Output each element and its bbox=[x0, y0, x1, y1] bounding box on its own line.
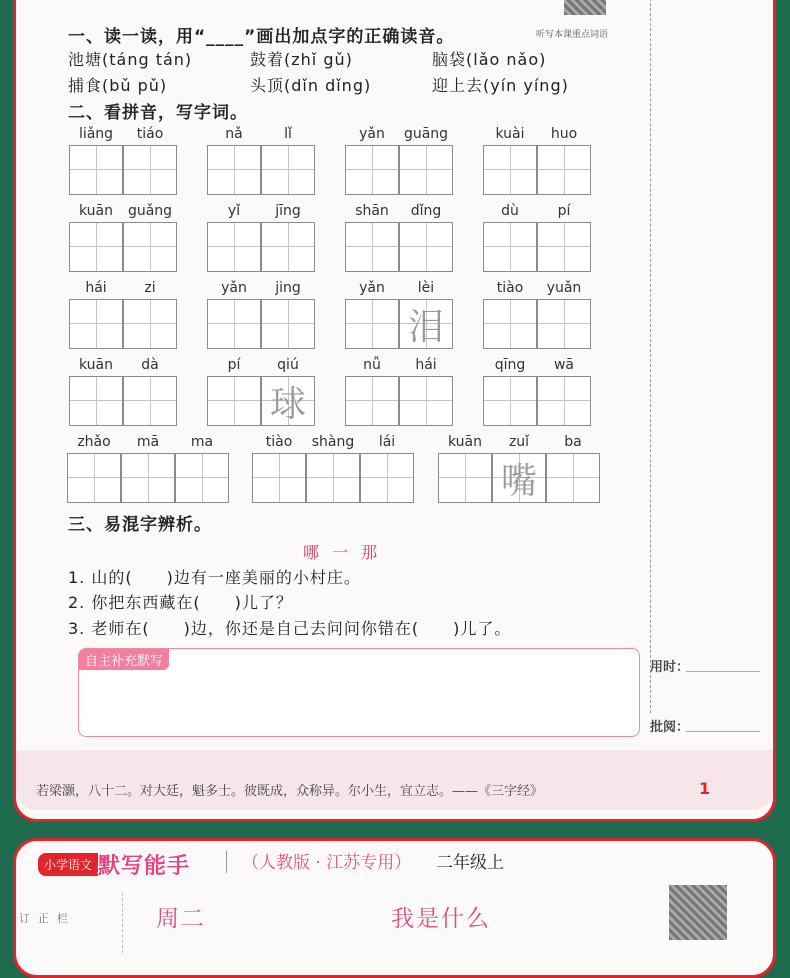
writing-box[interactable] bbox=[69, 145, 123, 195]
pinyin-label: jing bbox=[275, 280, 301, 296]
writing-box[interactable] bbox=[252, 453, 306, 503]
margin-divider bbox=[122, 893, 123, 953]
writing-box[interactable] bbox=[483, 376, 537, 426]
writing-box[interactable] bbox=[175, 453, 229, 503]
writing-box[interactable] bbox=[438, 453, 492, 503]
brand-small-text: 小学语文 bbox=[38, 853, 98, 876]
pinyin-label: shān bbox=[355, 203, 389, 219]
pinyin-label: lèi bbox=[417, 280, 435, 296]
writing-box[interactable] bbox=[207, 299, 261, 349]
reading-item: 捕食(bǔ pǔ) bbox=[68, 76, 168, 95]
pinyin-label: guǎng bbox=[127, 203, 173, 219]
writing-box[interactable] bbox=[345, 222, 399, 272]
pinyin-label: jīng bbox=[275, 203, 301, 219]
qr-code-icon bbox=[564, 0, 606, 15]
pinyin-label: lǐ bbox=[284, 126, 292, 142]
writing-box[interactable] bbox=[360, 453, 414, 503]
time-label: 用时： bbox=[650, 660, 690, 675]
brand-logo bbox=[38, 849, 190, 880]
writing-box[interactable] bbox=[306, 453, 360, 503]
writing-box[interactable] bbox=[261, 145, 315, 195]
writing-box[interactable] bbox=[399, 145, 453, 195]
reading-item: 脑袋(lǎo nǎo) bbox=[432, 50, 547, 69]
writing-box[interactable] bbox=[483, 222, 537, 272]
pinyin-label: kuān bbox=[447, 434, 483, 450]
writing-box[interactable] bbox=[483, 299, 537, 349]
reading-item: 头顶(dǐn dǐng) bbox=[250, 76, 372, 95]
pinyin-label: shàng bbox=[311, 434, 355, 450]
pinyin-label: huo bbox=[550, 126, 578, 142]
brand-divider bbox=[226, 851, 227, 873]
lesson-title: 我是什么 bbox=[391, 906, 491, 932]
supplement-label: 自主补充默写 bbox=[79, 649, 169, 670]
traced-character: 嘴 bbox=[500, 460, 537, 502]
grade-label: 二年级上 bbox=[436, 853, 504, 873]
pinyin-label: qiú bbox=[277, 357, 299, 373]
pinyin-label: tiào bbox=[265, 434, 293, 450]
brand-big-text: 默写能手 bbox=[98, 854, 191, 879]
time-line[interactable] bbox=[686, 671, 760, 672]
writing-box[interactable] bbox=[123, 299, 177, 349]
writing-box[interactable] bbox=[492, 453, 546, 503]
pinyin-label: kuān bbox=[78, 203, 114, 219]
pinyin-label: hái bbox=[85, 280, 107, 296]
worksheet-page-1 bbox=[13, 0, 776, 822]
pinyin-label: yuǎn bbox=[546, 280, 582, 296]
pinyin-label: qīng bbox=[494, 357, 526, 373]
writing-box[interactable] bbox=[399, 376, 453, 426]
writing-box[interactable] bbox=[261, 299, 315, 349]
writing-box[interactable] bbox=[261, 376, 315, 426]
traced-character: 球 bbox=[269, 383, 306, 425]
pinyin-label: nǚ bbox=[363, 357, 381, 373]
pinyin-label: nǎ bbox=[225, 126, 243, 142]
sentence-item: 1. 山的( )边有一座美丽的小村庄。 bbox=[68, 568, 361, 587]
writing-box[interactable] bbox=[537, 145, 591, 195]
pinyin-label: zuǐ bbox=[508, 434, 530, 450]
pinyin-label: yǎn bbox=[359, 126, 385, 142]
writing-box[interactable] bbox=[345, 299, 399, 349]
writing-box[interactable] bbox=[121, 453, 175, 503]
writing-box[interactable] bbox=[67, 453, 121, 503]
writing-box[interactable] bbox=[261, 222, 315, 272]
traced-character: 泪 bbox=[407, 306, 444, 348]
pinyin-label: liǎng bbox=[78, 126, 114, 142]
correction-margin-label: 订正栏 bbox=[19, 912, 76, 925]
reading-item: 池塘(táng tán) bbox=[68, 50, 193, 69]
writing-box[interactable] bbox=[345, 376, 399, 426]
writing-box[interactable] bbox=[537, 299, 591, 349]
writing-box[interactable] bbox=[399, 222, 453, 272]
pinyin-label: zhǎo bbox=[77, 434, 111, 450]
pinyin-label: pí bbox=[557, 203, 571, 219]
pinyin-label: tiào bbox=[496, 280, 524, 296]
pinyin-label: tiáo bbox=[136, 126, 164, 142]
writing-box[interactable] bbox=[207, 145, 261, 195]
pinyin-label: zi bbox=[144, 280, 156, 296]
pinyin-label: ma bbox=[190, 434, 214, 450]
review-line[interactable] bbox=[686, 731, 760, 732]
pinyin-label: lái bbox=[378, 434, 396, 450]
pinyin-label: wā bbox=[553, 357, 575, 373]
day-label: 周二 bbox=[156, 906, 206, 932]
pinyin-label: hái bbox=[415, 357, 437, 373]
writing-box[interactable] bbox=[537, 376, 591, 426]
writing-box[interactable] bbox=[546, 453, 600, 503]
reading-item: 迎上去(yín yíng) bbox=[432, 76, 569, 95]
pinyin-label: yǎn bbox=[359, 280, 385, 296]
reading-item: 鼓着(zhǐ gǔ) bbox=[250, 50, 353, 69]
pinyin-label: kuài bbox=[495, 126, 525, 142]
sentence-item: 2. 你把东西藏在( )儿了？ bbox=[68, 593, 293, 612]
footer-quote: 若梁灏，八十二。对大廷，魁多士。彼既成，众称异。尔小生，宜立志。——《三字经》 bbox=[36, 784, 544, 799]
pinyin-label: guāng bbox=[403, 126, 449, 142]
writing-box[interactable] bbox=[69, 376, 123, 426]
writing-box[interactable] bbox=[537, 222, 591, 272]
writing-box[interactable] bbox=[123, 145, 177, 195]
writing-box[interactable] bbox=[399, 299, 453, 349]
column-divider bbox=[650, 0, 651, 713]
sentence-item: 3. 老师在( )边，你还是自己去问问你错在( )儿了。 bbox=[68, 619, 512, 638]
pinyin-label: pí bbox=[227, 357, 241, 373]
review-label: 批阅： bbox=[650, 720, 690, 735]
writing-box[interactable] bbox=[123, 376, 177, 426]
pinyin-label: dù bbox=[501, 203, 519, 219]
edition-label: （人教版 · 江苏专用） bbox=[242, 853, 412, 873]
confusable-pair: 哪 一 那 bbox=[303, 543, 382, 562]
pinyin-label: yǐ bbox=[227, 203, 241, 219]
section2-title: 二、看拼音，写字词。 bbox=[68, 103, 248, 123]
pinyin-label: dǐng bbox=[410, 203, 442, 219]
section1-title: 一、读一读，用“____”画出加点字的正确读音。 bbox=[68, 27, 455, 47]
section3-title: 三、易混字辨析。 bbox=[68, 515, 212, 535]
writing-box[interactable] bbox=[345, 145, 399, 195]
worksheet-page-2 bbox=[13, 838, 776, 978]
writing-box[interactable] bbox=[69, 299, 123, 349]
writing-box[interactable] bbox=[123, 222, 177, 272]
pinyin-label: mā bbox=[136, 434, 160, 450]
pinyin-label: dà bbox=[141, 357, 159, 373]
supplement-box[interactable] bbox=[78, 648, 640, 737]
writing-box[interactable] bbox=[69, 222, 123, 272]
page-number: 1 bbox=[699, 779, 711, 798]
writing-box[interactable] bbox=[483, 145, 537, 195]
writing-box[interactable] bbox=[207, 222, 261, 272]
writing-box[interactable] bbox=[207, 376, 261, 426]
pinyin-label: ba bbox=[564, 434, 582, 450]
pinyin-label: kuān bbox=[78, 357, 114, 373]
dictation-hint: 听写本课重点词语 bbox=[536, 30, 609, 40]
pinyin-label: yǎn bbox=[221, 280, 247, 296]
